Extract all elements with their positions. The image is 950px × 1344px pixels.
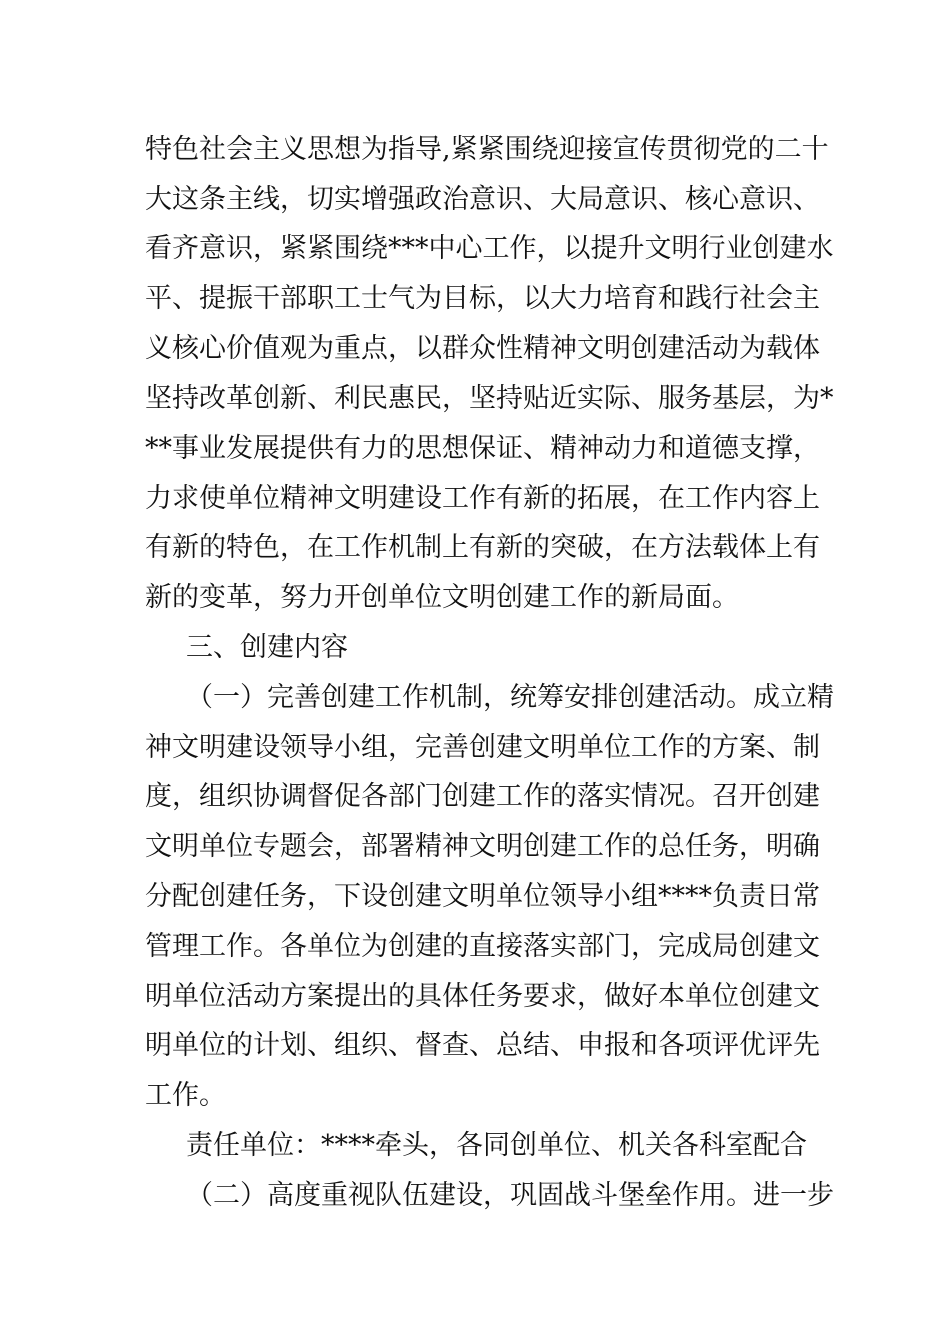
paragraph-2-line-3: 度，组织协调督促各部门创建工作的落实情况。召开创建 xyxy=(145,781,820,812)
paragraph-1-line-8: 力求使单位精神文明建设工作有新的拓展，在工作内容上 xyxy=(145,483,820,514)
paragraph-1-line-3: 看齐意识，紧紧围绕***中心工作，以提升文明行业创建水 xyxy=(145,233,834,264)
paragraph-2-line-9: 工作。 xyxy=(145,1080,226,1111)
paragraph-1-line-2: 大这条主线，切实增强政治意识、大局意识、核心意识、 xyxy=(145,184,820,215)
paragraph-1-line-6: 坚持改革创新、利民惠民，坚持贴近实际、服务基层，为* xyxy=(145,383,834,414)
paragraph-1-line-5: 义核心价值观为重点，以群众性精神文明创建活动为载体 xyxy=(145,333,820,364)
paragraph-1-line-9: 有新的特色，在工作机制上有新的突破，在方法载体上有 xyxy=(145,532,820,563)
paragraph-2-line-8: 明单位的计划、组织、督查、总结、申报和各项评优评先 xyxy=(145,1030,820,1061)
paragraph-1-line-1: 特色社会主义思想为指导,紧紧围绕迎接宣传贯彻党的二十 xyxy=(145,134,829,165)
section-heading: 三、创建内容 xyxy=(186,632,348,663)
paragraph-2-line-7: 明单位活动方案提出的具体任务要求，做好本单位创建文 xyxy=(145,981,820,1012)
paragraph-2-line-5: 分配创建任务，下设创建文明单位领导小组****负责日常 xyxy=(145,881,820,912)
paragraph-1-line-4: 平、提振干部职工士气为目标，以大力培育和践行社会主 xyxy=(145,283,820,314)
responsibility-line: 责任单位：****牵头，各同创单位、机关各科室配合 xyxy=(186,1130,807,1161)
paragraph-2-line-4: 文明单位专题会，部署精神文明创建工作的总任务，明确 xyxy=(145,831,820,862)
paragraph-2-line-2: 神文明建设领导小组，完善创建文明单位工作的方案、制 xyxy=(145,732,820,763)
paragraph-2-line-6: 管理工作。各单位为创建的直接落实部门，完成局创建文 xyxy=(145,931,820,962)
paragraph-1-line-10: 新的变革，努力开创单位文明创建工作的新局面。 xyxy=(145,582,739,613)
paragraph-1-line-7: **事业发展提供有力的思想保证、精神动力和道德支撑， xyxy=(145,433,820,464)
paragraph-3-line-1: （二）高度重视队伍建设，巩固战斗堡垒作用。进一步 xyxy=(186,1180,834,1211)
paragraph-2-line-1: （一）完善创建工作机制，统筹安排创建活动。成立精 xyxy=(186,682,834,713)
